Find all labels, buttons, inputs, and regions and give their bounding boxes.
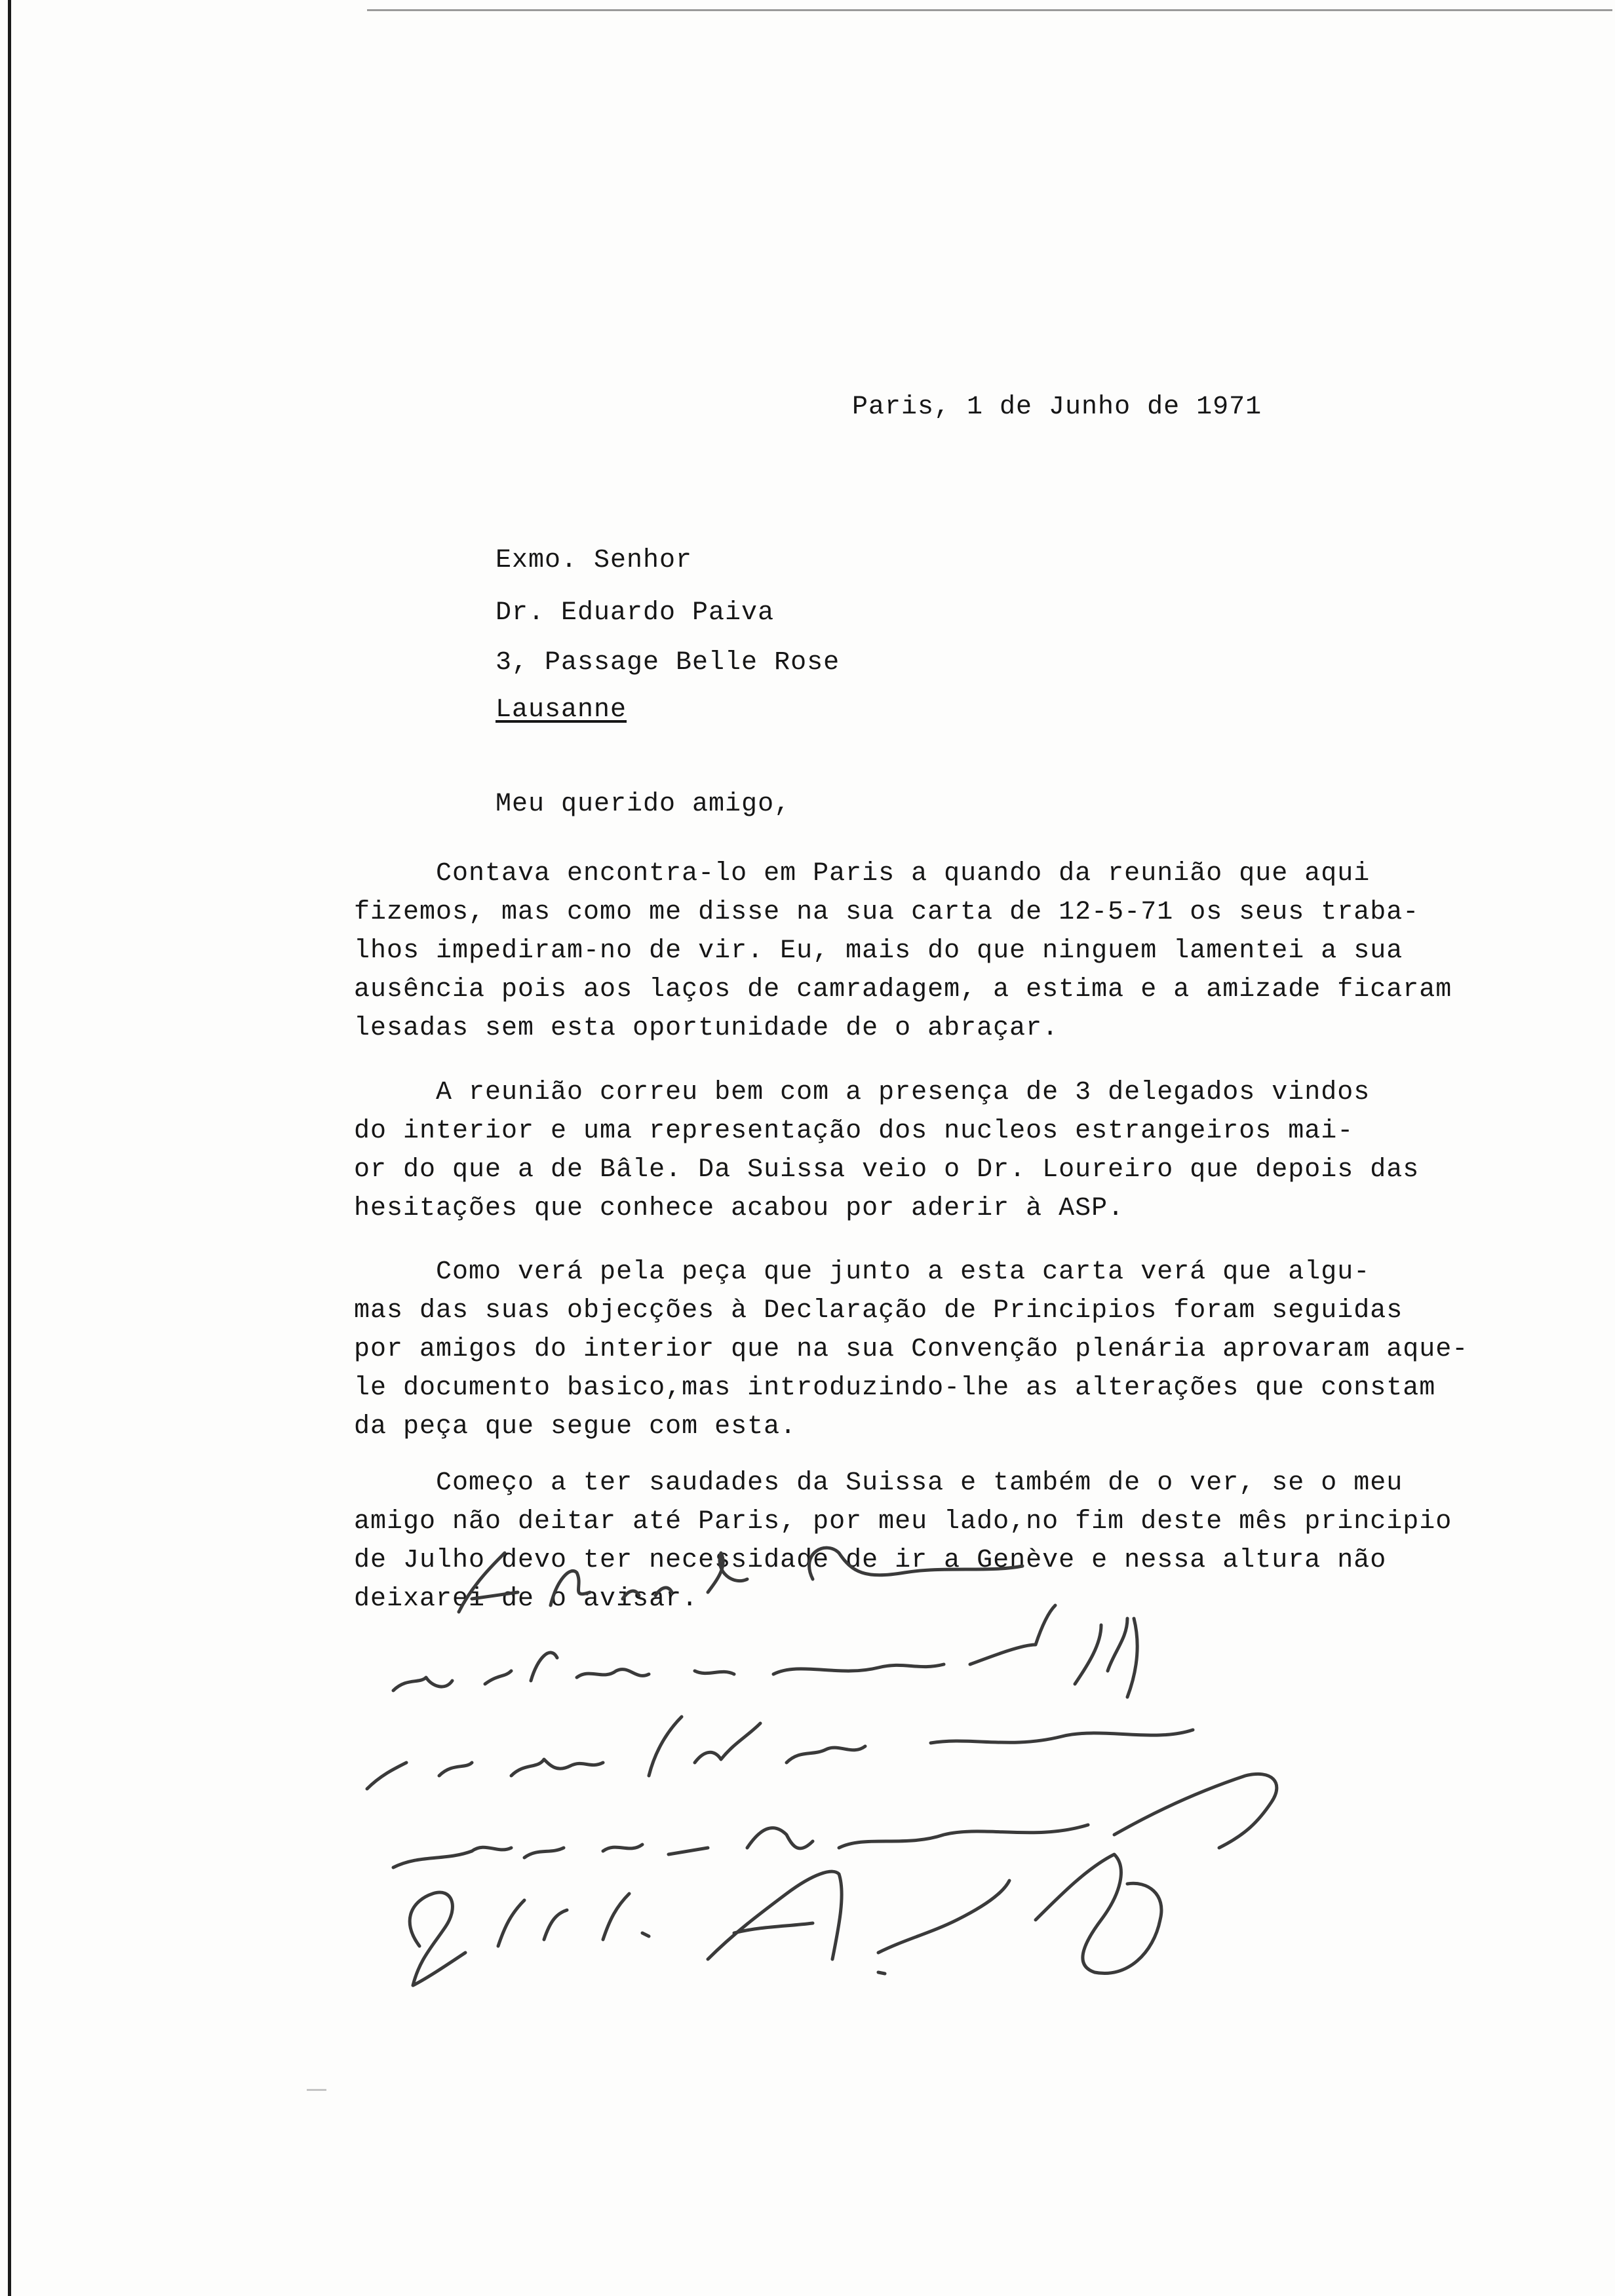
paragraph-3-line-4: le documento basico,mas introduzindo-lhe as alterações que constam xyxy=(354,1373,1436,1403)
date-line: Paris, 1 de Junho de 1971 xyxy=(852,392,1262,422)
paragraph-1-line-4: ausência pois aos laços de camradagem, a estima e a amizade ficaram xyxy=(354,975,1452,1004)
page-edge-top xyxy=(367,9,1612,11)
paragraph-2-line-4: hesitações que conhece acabou por aderir à ASP. xyxy=(354,1194,1125,1223)
handwriting-line-4 xyxy=(393,1774,1277,1867)
handwriting-line-5-signature xyxy=(410,1854,1161,1985)
recipient-salutation-title: Exmo. Senhor xyxy=(496,546,693,575)
paragraph-3-line-2: mas das suas objecções à Declaração de Principios foram seguidas xyxy=(354,1296,1403,1326)
paragraph-4-line-1: Começo a ter saudades da Suissa e também de o ver, se o meu xyxy=(354,1468,1403,1498)
handwritten-closing-signature xyxy=(341,1527,1560,2025)
margin-mark xyxy=(307,2089,326,2091)
recipient-street: 3, Passage Belle Rose xyxy=(496,648,840,678)
paragraph-2-line-3: or do que a de Bâle. Da Suissa veio o Dr. Loureiro que depois das xyxy=(354,1155,1420,1185)
paragraph-3-line-1: Como verá pela peça que junto a esta carta verá que algu- xyxy=(354,1257,1371,1287)
handwriting-line-2 xyxy=(393,1605,1137,1697)
paragraph-1-line-1: Contava encontra-lo em Paris a quando da reunião que aqui xyxy=(354,859,1371,889)
recipient-name: Dr. Eduardo Paiva xyxy=(496,598,775,628)
paragraph-1-line-5: lesadas sem esta oportunidade de o abraçar. xyxy=(354,1014,1059,1043)
recipient-city: Lausanne xyxy=(496,695,627,725)
recipient-city-wrap xyxy=(496,692,627,729)
paragraph-4-line-3: de Julho devo ter necessidade de ir a Genève e nessa altura não xyxy=(354,1546,1387,1575)
paragraph-3-line-5: da peça que segue com esta. xyxy=(354,1412,797,1442)
greeting: Meu querido amigo, xyxy=(496,790,791,819)
paragraph-3-line-3: por amigos do interior que na sua Convenção plenária aprovaram aque- xyxy=(354,1335,1469,1364)
paragraph-4-line-2: amigo não deitar até Paris, por meu lado,no fim deste mês principio xyxy=(354,1507,1452,1537)
handwriting-line-1 xyxy=(459,1548,1022,1612)
paragraph-4-line-4: deixarei de o avisar. xyxy=(354,1584,699,1614)
paragraph-2-line-1: A reunião correu bem com a presença de 3 delegados vindos xyxy=(354,1078,1371,1107)
handwriting-line-3 xyxy=(367,1717,1193,1789)
paragraph-1-line-2: fizemos, mas como me disse na sua carta de 12-5-71 os seus traba- xyxy=(354,898,1420,927)
paragraph-1-line-3: lhos impediram-no de vir. Eu, mais do que ninguem lamentei a sua xyxy=(354,936,1403,966)
paragraph-2-line-2: do interior e uma representação dos nucleos estrangeiros mai- xyxy=(354,1117,1354,1146)
page-edge-left xyxy=(8,0,11,2296)
